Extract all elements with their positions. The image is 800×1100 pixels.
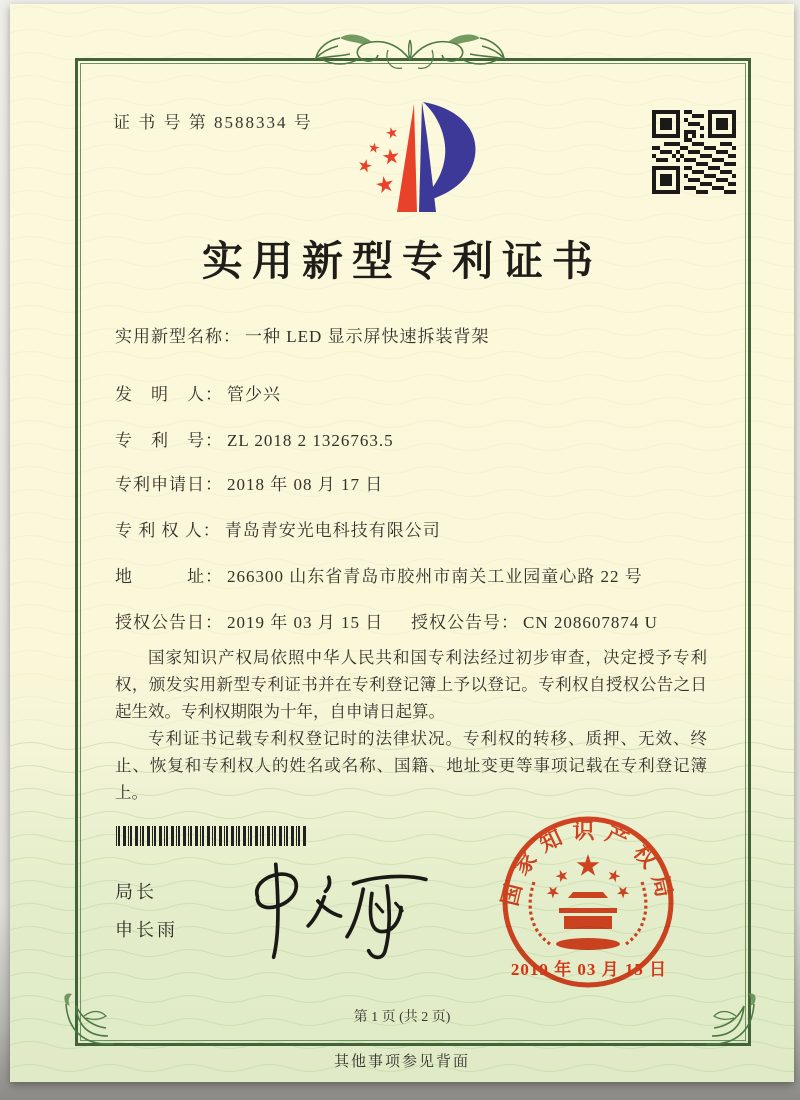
document-title: 实用新型专利证书 — [202, 238, 602, 284]
field-label: 发 明 人： — [115, 385, 223, 404]
national-emblem — [530, 854, 646, 950]
field-value: 2019 年 03 月 15 日 — [227, 613, 384, 632]
field-label: 专 利 号： — [115, 431, 223, 450]
field-grant-number — [411, 608, 658, 633]
field-value: 2018 年 08 月 17 日 — [227, 475, 384, 494]
cnipa-logo — [335, 96, 495, 218]
field-value: 青岛青安光电科技有限公司 — [224, 521, 441, 540]
field-value: 管少兴 — [227, 385, 281, 404]
field-label: 实用新型名称： — [115, 327, 241, 346]
barcode — [116, 826, 308, 846]
field-label: 地 址： — [115, 567, 223, 586]
field-patent-no — [115, 426, 394, 451]
field-value: 一种 LED 显示屏快速拆装背架 — [245, 327, 490, 346]
field-filing-date — [115, 470, 383, 495]
signature-script — [232, 860, 447, 968]
certificate-number: 证 书 号 第 8588334 号 — [113, 113, 313, 132]
seal-ring-text: 国家知识产权局 — [496, 818, 680, 909]
field-label: 授权公告号： — [411, 613, 519, 632]
back-side-note: 其他事项参见背面 — [333, 1054, 470, 1070]
certificate-page — [10, 4, 794, 1082]
field-address — [115, 562, 643, 587]
field-label: 授权公告日： — [115, 613, 223, 632]
legal-text — [115, 644, 707, 806]
commissioner-name: 申长雨 — [115, 920, 178, 940]
field-value: 266300 山东省青岛市胶州市南关工业园童心路 22 号 — [227, 567, 643, 586]
field-value: CN 208607874 U — [523, 613, 658, 632]
page-number: 第 1 页 (共 2 页) — [353, 1010, 451, 1025]
field-label: 专利申请日： — [115, 475, 223, 494]
legal-paragraph-2: 专利证书记载专利权登记时的法律状况。专利权的转移、质押、无效、终止、恢复和专利权人的姓名或名称、国籍、地址变更等事项记载在专利登记簿上。 — [115, 729, 707, 802]
field-value: ZL 2018 2 1326763.5 — [227, 431, 394, 450]
field-grant-row — [115, 608, 707, 633]
legal-paragraph-1: 国家知识产权局依照中华人民共和国专利法经过初步审查，决定授予专利权，颁发实用新型专利证书并在专利登记簿上予以登记。专利权自授权公告之日起生效。专利权期限为十年，自申请日起算。 — [115, 648, 707, 721]
commissioner-title: 局长 — [115, 882, 157, 902]
field-label: 专 利 权 人： — [115, 521, 221, 540]
seal-date: 2019 年 03 月 15 日 — [510, 960, 668, 979]
field-name — [115, 322, 490, 347]
top-ornament — [300, 34, 520, 84]
field-patentee — [115, 516, 441, 541]
qr-code — [648, 106, 740, 198]
field-inventor — [115, 380, 281, 405]
